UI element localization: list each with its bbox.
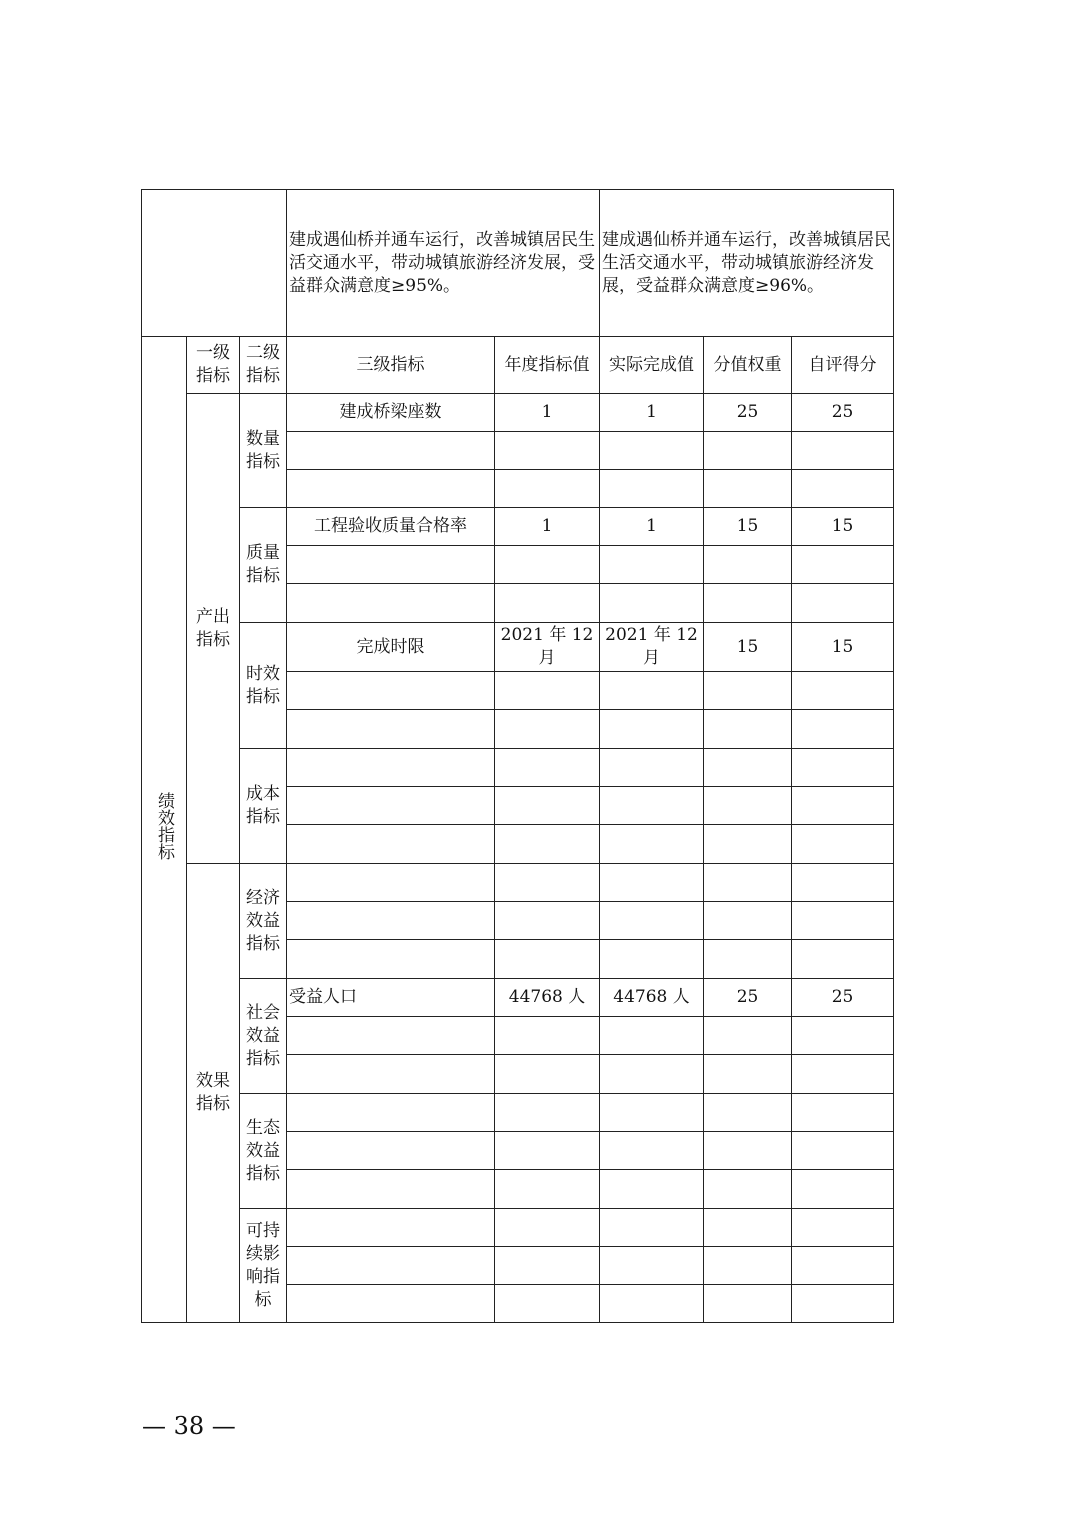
economic-indicator: 经济效益指标 [240, 864, 287, 979]
effect-indicator: 效果指标 [187, 864, 240, 1323]
quantity-name: 建成桥梁座数 [287, 394, 495, 432]
social-score: 25 [792, 979, 894, 1017]
timeliness-target: 2021 年 12 月 [495, 623, 600, 672]
social-actual: 44768 人 [600, 979, 704, 1017]
page-number: — 38 — [142, 1412, 236, 1440]
ecological-indicator: 生态效益指标 [240, 1094, 287, 1209]
social-indicator: 社会效益指标 [240, 979, 287, 1094]
quantity-actual: 1 [600, 394, 704, 432]
timeliness-weight: 15 [704, 623, 792, 672]
quality-indicator: 质量指标 [240, 508, 287, 623]
goal-actual: 建成遇仙桥并通车运行，改善城镇居民生活交通水平，带动城镇旅游经济发展，受益群众满意度≥96%。 [600, 190, 894, 337]
performance-table [141, 189, 894, 1323]
output-indicator: 产出指标 [187, 394, 240, 864]
quantity-weight: 25 [704, 394, 792, 432]
social-name: 受益人口 [287, 979, 495, 1017]
category-label: 绩效指标 [154, 792, 174, 860]
header-level3: 三级指标 [287, 337, 495, 394]
header-actual-value: 实际完成值 [600, 337, 704, 394]
header-level1: 一级指标 [187, 337, 240, 394]
goal-label-cell [142, 190, 287, 337]
goal-planned: 建成遇仙桥并通车运行，改善城镇居民生活交通水平，带动城镇旅游经济发展，受益群众满意度≥95%。 [287, 190, 600, 337]
cost-indicator: 成本指标 [240, 749, 287, 864]
sustainable-indicator: 可持续影响指标 [240, 1209, 287, 1323]
header-level2: 二级指标 [240, 337, 287, 394]
timeliness-indicator: 时效指标 [240, 623, 287, 749]
category-performance [142, 337, 187, 1323]
quality-actual: 1 [600, 508, 704, 546]
header-annual-target: 年度指标值 [495, 337, 600, 394]
quality-score: 15 [792, 508, 894, 546]
quality-target: 1 [495, 508, 600, 546]
quantity-target: 1 [495, 394, 600, 432]
timeliness-score: 15 [792, 623, 894, 672]
timeliness-name: 完成时限 [287, 623, 495, 672]
social-weight: 25 [704, 979, 792, 1017]
quantity-indicator: 数量指标 [240, 394, 287, 508]
header-self-score: 自评得分 [792, 337, 894, 394]
quality-weight: 15 [704, 508, 792, 546]
header-weight: 分值权重 [704, 337, 792, 394]
quality-name: 工程验收质量合格率 [287, 508, 495, 546]
quantity-score: 25 [792, 394, 894, 432]
social-target: 44768 人 [495, 979, 600, 1017]
timeliness-actual: 2021 年 12 月 [600, 623, 704, 672]
